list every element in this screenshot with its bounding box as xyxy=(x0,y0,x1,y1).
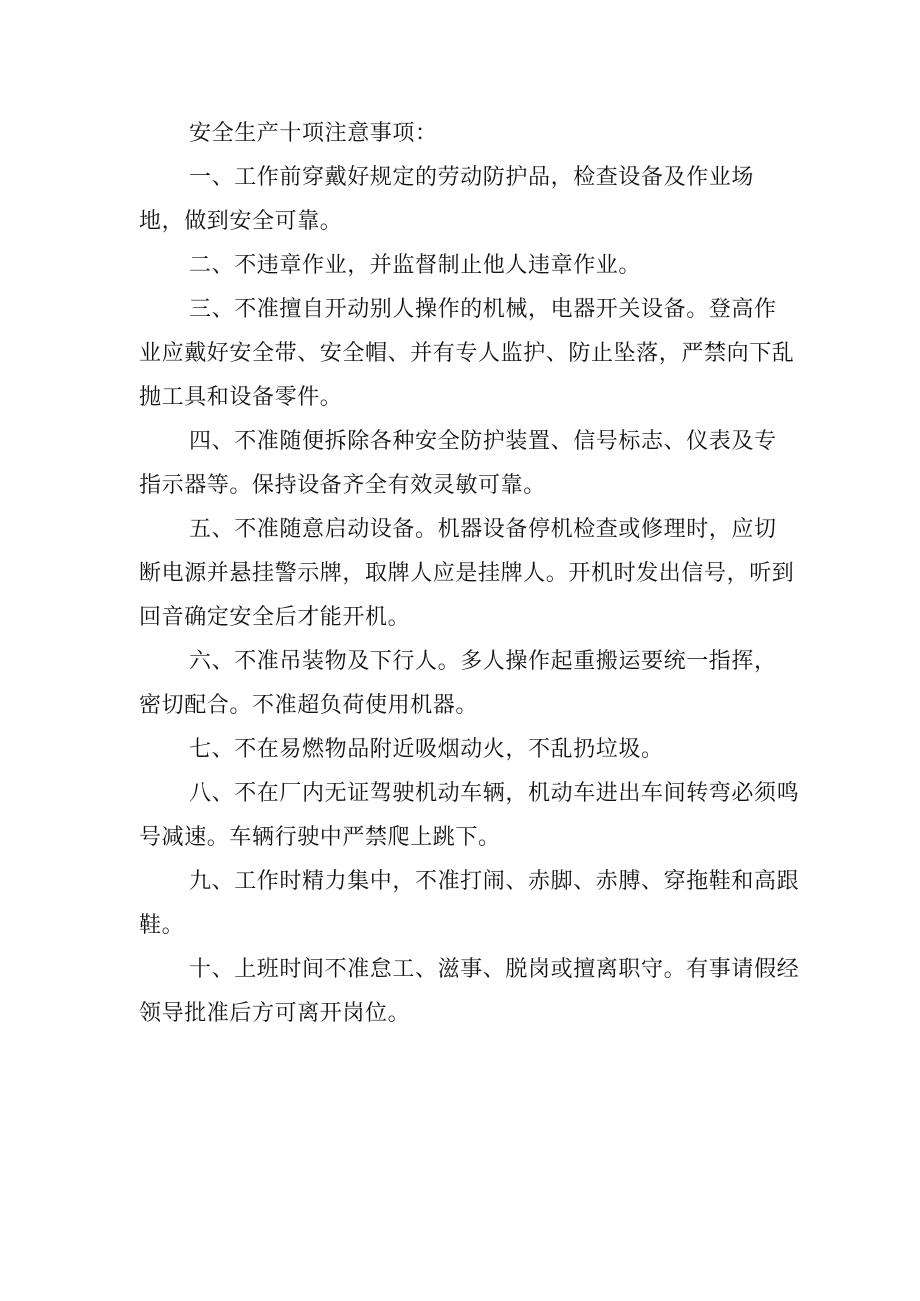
rule-line: 五、不准随意启动设备。机器设备停机检查或修理时，应切 xyxy=(189,517,777,542)
rule-line: 回音确定安全后才能开机。 xyxy=(139,605,411,630)
rule-line: 六、不准吊装物及下行人。多人操作起重搬运要统一指挥， xyxy=(189,649,777,674)
rule-item-3 xyxy=(139,288,819,420)
rule-line: 九、工作时精力集中，不准打闹、赤脚、赤膊、穿拖鞋和高跟 xyxy=(189,869,800,894)
rule-line: 三、不准擅自开动别人操作的机械，电器开关设备。登高作 xyxy=(189,297,777,322)
rule-line: 指示器等。保持设备齐全有效灵敏可靠。 xyxy=(139,473,546,498)
rule-line: 地，做到安全可靠。 xyxy=(139,209,343,234)
document-body xyxy=(139,112,819,1036)
rule-line: 十、上班时间不准怠工、滋事、脱岗或擅离职守。有事请假经 xyxy=(189,957,800,982)
rule-line: 抛工具和设备零件。 xyxy=(139,385,343,410)
rule-item-10 xyxy=(139,948,819,1036)
document-title xyxy=(139,112,819,156)
rule-line: 二、不违章作业，并监督制止他人违章作业。 xyxy=(189,253,642,278)
rule-line: 四、不准随便拆除各种安全防护装置、信号标志、仪表及专 xyxy=(189,429,777,454)
rule-line: 七、不在易燃物品附近吸烟动火，不乱扔垃圾。 xyxy=(189,737,664,762)
rule-line: 号减速。车辆行驶中严禁爬上跳下。 xyxy=(139,825,501,850)
rule-line: 业应戴好安全带、安全帽、并有专人监护、防止坠落，严禁向下乱 xyxy=(139,341,795,366)
rule-item-2 xyxy=(139,244,819,288)
rule-item-5 xyxy=(139,508,819,640)
rule-line: 领导批准后方可离开岗位。 xyxy=(139,1001,411,1026)
rule-item-9 xyxy=(139,860,819,948)
rule-line: 密切配合。不准超负荷使用机器。 xyxy=(139,693,479,718)
rule-item-8 xyxy=(139,772,819,860)
rule-line: 一、工作前穿戴好规定的劳动防护品，检查设备及作业场 xyxy=(189,165,755,190)
rule-line: 断电源并悬挂警示牌，取牌人应是挂牌人。开机时发出信号，听到 xyxy=(139,561,795,586)
rule-item-6 xyxy=(139,640,819,728)
rule-line: 八、不在厂内无证驾驶机动车辆，机动车进出车间转弯必须鸣 xyxy=(189,781,800,806)
rule-line: 鞋。 xyxy=(139,913,185,938)
rule-item-7 xyxy=(139,728,819,772)
rule-item-4 xyxy=(139,420,819,508)
rule-item-1 xyxy=(139,156,819,244)
title-line: 安全生产十项注意事项： xyxy=(189,121,438,146)
